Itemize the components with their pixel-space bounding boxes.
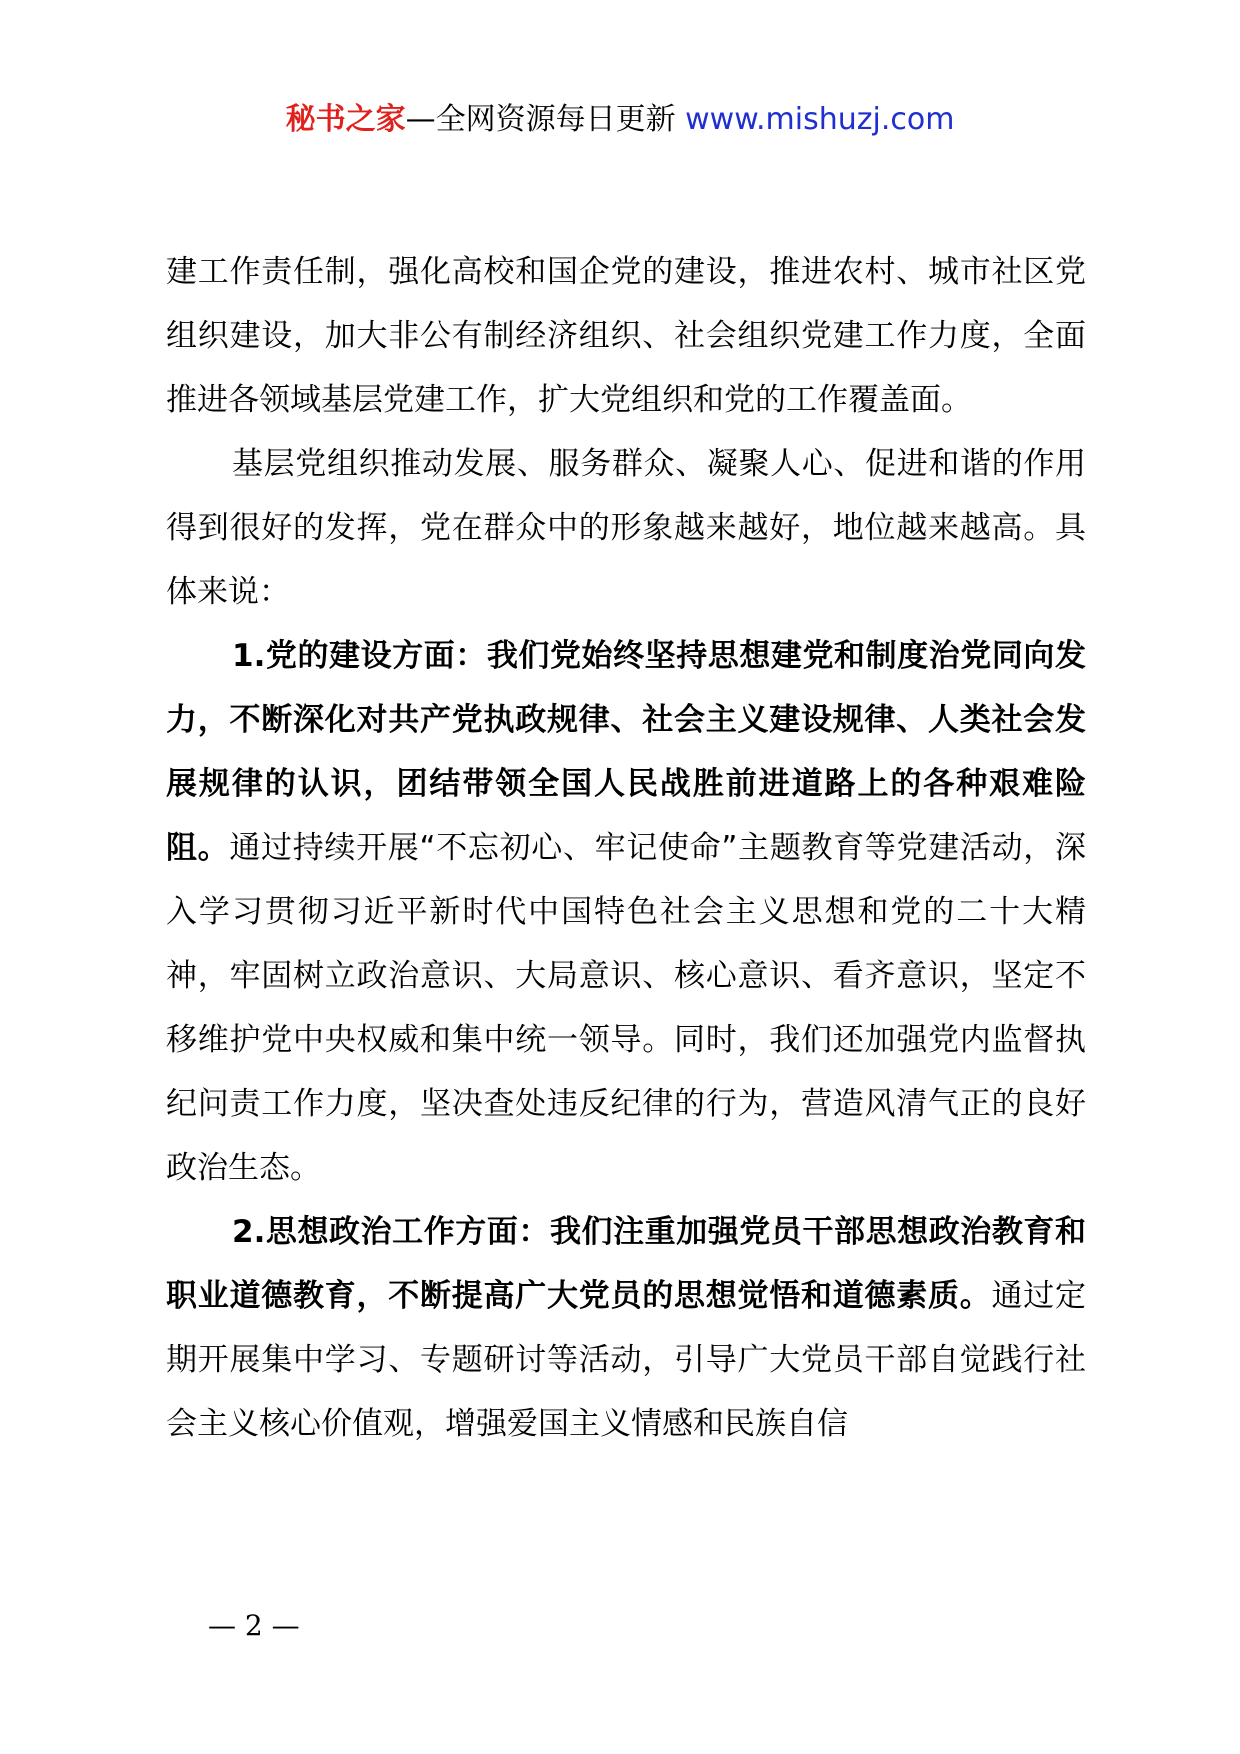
paragraph-4 [166, 1200, 1086, 1456]
site-header [0, 100, 1240, 140]
paragraph-3 [166, 624, 1086, 1200]
paragraph-2: 基层党组织推动发展、服务群众、凝聚人心、促进和谐的作用得到很好的发挥，党在群众中的形象越来越好，地位越来越高。具体来说： [166, 446, 1086, 610]
paragraph-1: 建工作责任制，强化高校和国企党的建设，推进农村、城市社区党组织建设，加大非公有制经济组织、社会组织党建工作力度，全面推进各领域基层党建工作，扩大党组织和党的工作覆盖面。 [166, 254, 1086, 418]
party-building-text: 通过持续开展“不忘初心、牢记使命”主题教育等党建活动，深入学习贯彻习近平新时代中国特色社会主义思想和党的二十大精神，牢固树立政治意识、大局意识、核心意识、看齐意识，坚定不移维护党中央权威和集中统一领导。同时，我们还加强党内监督执纪问责工作力度，坚决查处违反纪律的行为，营造风清气正的良好政治生态。 [166, 830, 1086, 1186]
ideological-work-heading: 2.思想政治工作方面：我们注重加强党员干部思想政治教育和职业道德教育，不断提高广大党员的思想觉悟和道德素质。 [166, 1214, 1086, 1314]
ideological-work-text: 通过定期开展集中学习、专题研讨等活动，引导广大党员干部自觉践行社会主义核心价值观，增强爱国主义情感和民族自信 [166, 1278, 1086, 1442]
header-tagline: —全网资源每日更新 [405, 102, 686, 137]
party-building-heading: 1.党的建设方面：我们党始终坚持思想建党和制度治党同向发力，不断深化对共产党执政规律、社会主义建设规律、人类社会发展规律的认识，团结带领全国人民战胜前进道路上的各种艰难险阻。 [166, 638, 1086, 866]
site-url[interactable]: www.mishuzj.com [685, 102, 955, 137]
page-number: — 2 — [208, 1609, 300, 1642]
document-body [166, 240, 1086, 1456]
brand-name: 秘书之家 [285, 102, 406, 137]
